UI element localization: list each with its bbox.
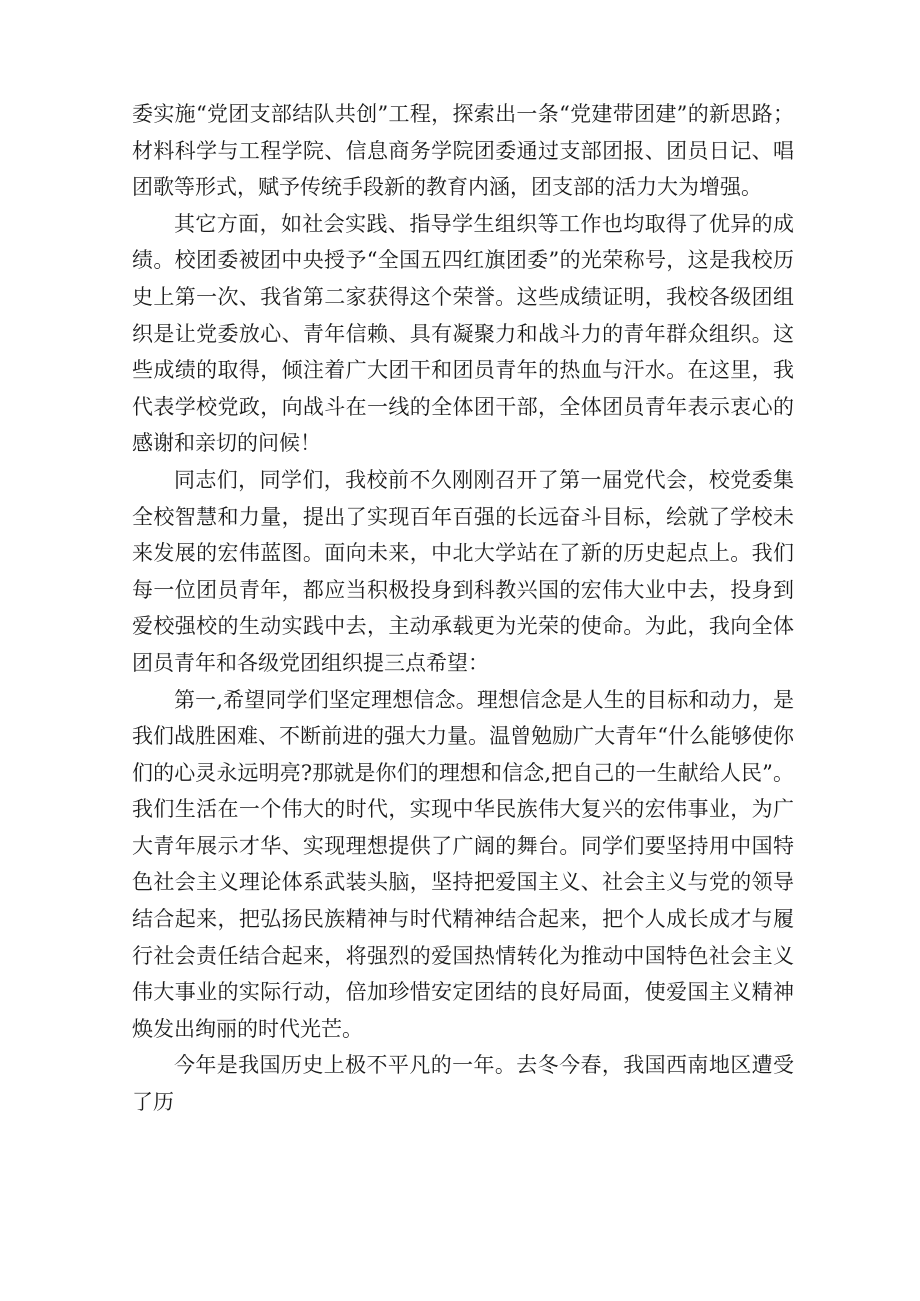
- paragraph-this-year: 今年是我国历史上极不平凡的一年。去冬今春，我国西南地区遭受了历: [132, 1053, 794, 1115]
- paragraph-continued: 委实施“党团支部结队共创”工程，探索出一条“党建带团建”的新思路；材料科学与工程学院、信息商务学院团委通过支部团报、团员日记、唱团歌等形式，赋予传统手段新的教育内涵，团支部的活力大为增强。: [132, 102, 794, 200]
- paragraph-party-congress: 同志们，同学们，我校前不久刚刚召开了第一届党代会，校党委集全校智慧和力量，提出了实现百年百强的长远奋斗目标，绘就了学校未来发展的宏伟蓝图。面向未来，中北大学站在了新的历史起点上。我们每一位团员青年，都应当积极投身到科教兴国的宏伟大业中去，投身到爱校强校的生动实践中去，主动承载更为光荣的使命。为此，我向全体团员青年和各级党团组织提三点希望：: [132, 467, 794, 675]
- document-body: [132, 96, 794, 1121]
- paragraph-achievements: 其它方面，如社会实践、指导学生组织等工作也均取得了优异的成绩。校团委被团中央授予“全国五四红旗团委”的光荣称号，这是我校历史上第一次、我省第二家获得这个荣誉。这些成绩证明，我校各级团组织是让党委放心、青年信赖、具有凝聚力和战斗力的青年群众组织。这些成绩的取得，倾注着广大团干和团员青年的热血与汗水。在这里，我代表学校党政，向战斗在一线的全体团干部，全体团员青年表示衷心的感谢和亲切的问候！: [132, 211, 794, 456]
- paragraph-first-hope: 第一,希望同学们坚定理想信念。理想信念是人生的目标和动力，是我们战胜困难、不断前进的强大力量。温曾勉励广大青年“什么能够使你们的心灵永远明亮?那就是你们的理想和信念,把自己的一生献给人民”。我们生活在一个伟大的时代，实现中华民族伟大复兴的宏伟事业，为广大青年展示才华、实现理想提供了广阔的舞台。同学们要坚持用中国特色社会主义理论体系武装头脑，坚持把爱国主义、社会主义与党的领导结合起来，把弘扬民族精神与时代精神结合起来，把个人成长成才与履行社会责任结合起来，将强烈的爱国热情转化为推动中国特色社会主义伟大事业的实际行动，倍加珍惜安定团结的良好局面，使爱国主义精神焕发出绚丽的时代光芒。: [132, 687, 794, 1041]
